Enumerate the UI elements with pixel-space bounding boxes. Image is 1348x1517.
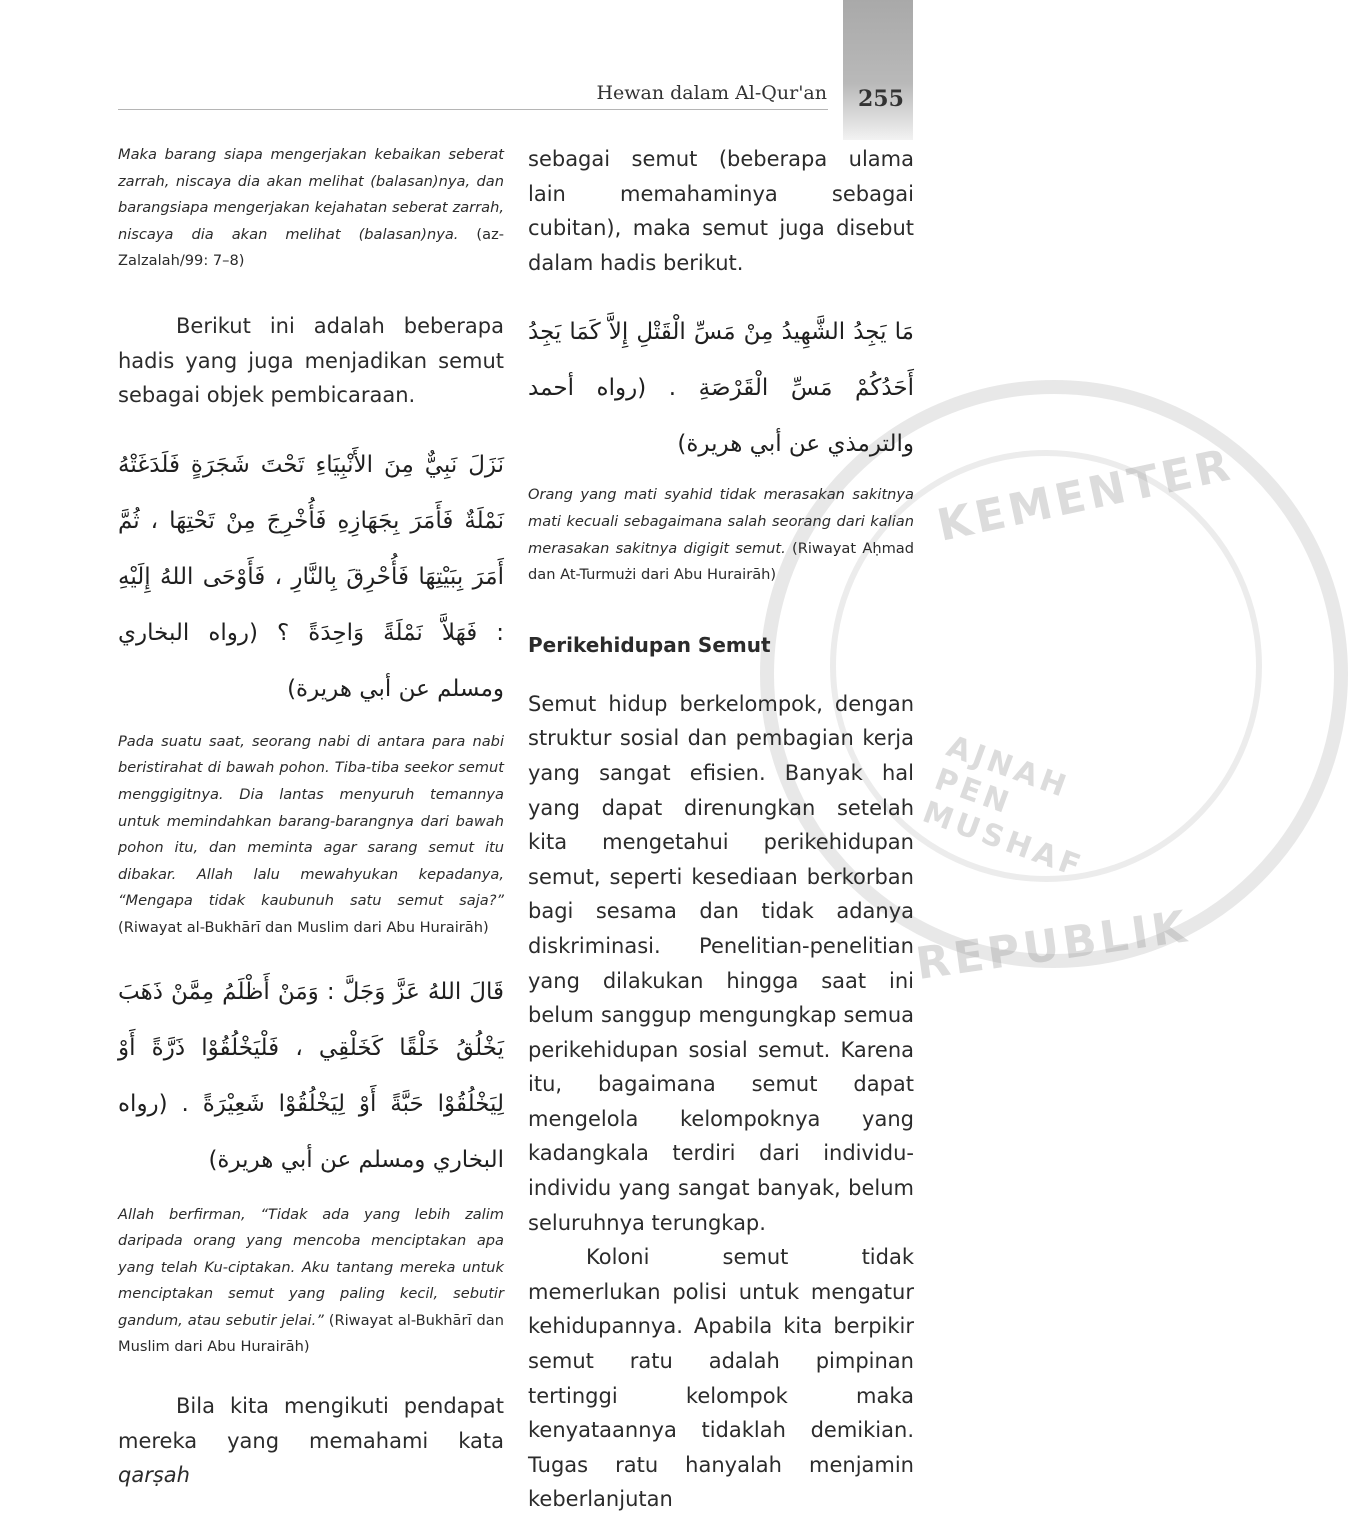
- right-column: [528, 142, 914, 1517]
- arabic-hadith-2: قَالَ اللهُ عَزَّ وَجَلَّ : وَمَنْ أَظْلَمُ مِمَّنْ ذَهَبَ يَخْلُقُ خَلْقًا كَخَلْقِي ، فَلْيَخْلُقُوْا ذَرَّةً أَوْ لِيَخْلُقُوْا حَبَّةً أَوْ لِيَخْلُقُوْا شَعِيْرَةً . (رواه البخاري ومسلم عن أبي هريرة): [118, 978, 504, 1173]
- section-heading: Perikehidupan Semut: [528, 632, 771, 657]
- body-paragraph-continuation: sebagai semut (beberapa ulama lain memahaminya sebagai cubitan), maka semut juga disebut dalam hadis berikut.: [528, 147, 914, 275]
- qarsah-italic-word: qarṣah: [118, 1463, 190, 1488]
- watermark-stamp-middle-text: AJNAH PEN MUSHAF: [918, 728, 1089, 886]
- left-column: [118, 142, 504, 1493]
- page-number: 255: [858, 86, 904, 112]
- hadith-translation-3-reference: (Riwayat Aḥmad dan At-Turmużi dari Abu Hurairāh): [528, 539, 914, 584]
- hadith-translation-1-reference: (Riwayat al-Bukhārī dan Muslim dari Abu Hurairāh): [118, 918, 489, 936]
- body-paragraph-ant-colony: Koloni semut tidak memerlukan polisi untuk mengatur kehidupannya. Apabila kita berpikir semut ratu adalah pimpinan tertinggi kelompok maka kenyataannya tidaklah demikian. Tugas ratu hanyalah menjamin keberlanjutan: [528, 1245, 914, 1512]
- watermark-stamp-top-text: KEMENTER: [932, 439, 1238, 552]
- qarsah-paragraph-text: Bila kita mengikuti pendapat mereka yang memahami kata: [118, 1394, 504, 1453]
- hadith-translation-3: [528, 482, 914, 588]
- body-paragraph-hadith-intro: Berikut ini adalah beberapa hadis yang juga menjadikan semut sebagai objek pembicaraan.: [118, 313, 504, 408]
- quran-translation-quote: [118, 142, 504, 275]
- arabic-hadith-1: نَزَلَ نَبِيٌّ مِنَ الأَنْبِيَاءِ تَحْتَ شَجَرَةٍ فَلَدَغَتْهُ نَمْلَةٌ فَأَمَرَ بِجَهَازِهِ فَأُخْرِجَ مِنْ تَحْتِهَا ، ثُمَّ أَمَرَ بِبَيْتِهَا فَأُحْرِقَ بِالنَّارِ ، فَأَوْحَى اللهُ إِلَيْهِ : فَهَلاَّ نَمْلَةً وَاحِدَةً ؟ (رواه البخاري ومسلم عن أبي هريرة): [118, 451, 504, 702]
- quote-italic-text: Maka barang siapa mengerjakan kebaikan seberat zarrah, niscaya dia akan melihat (balasan)nya, dan barangsiapa mengerjakan kejahatan seberat zarrah, niscaya dia akan melihat (balasan)nya.: [118, 146, 504, 243]
- hadith-translation-2-reference: (Riwayat al-Bukhārī dan Muslim dari Abu Hurairāh): [118, 1311, 504, 1356]
- watermark-stamp-bottom-text: REPUBLIK: [912, 901, 1194, 990]
- hadith-translation-1: [118, 729, 504, 942]
- quote-reference: (az-Zalzalah/99: 7–8): [118, 225, 504, 270]
- running-title: Hewan dalam Al-Qur'an: [596, 82, 827, 104]
- body-paragraph-qarsah: [118, 1389, 504, 1493]
- hadith-translation-2-italic: Allah berfirman, “Tidak ada yang lebih zalim daripada orang yang mencoba menciptakan apa yang telah Ku-ciptakan. Aku tantang mereka untuk menciptakan semut yang paling kecil, sebutir gandum, atau sebutir jelai.”: [118, 1205, 504, 1329]
- header-rule: [118, 109, 828, 110]
- hadith-translation-3-italic: Orang yang mati syahid tidak merasakan sakitnya mati kecuali sebagaimana salah seorang dari kalian merasakan sakitnya digigit semut.: [528, 486, 914, 557]
- arabic-hadith-3: مَا يَجِدُ الشَّهِيدُ مِنْ مَسِّ الْقَتْلِ إِلاَّ كَمَا يَجِدُ أَحَدُكُمْ مَسِّ الْقَرْصَةِ . (رواه أحمد والترمذي عن أبي هريرة): [528, 319, 914, 458]
- page-edge-tab: [843, 0, 913, 140]
- hadith-translation-1-italic: Pada suatu saat, seorang nabi di antara para nabi beristirahat di bawah pohon. Tiba-tiba seekor semut menggigitnya. Dia lantas menyuruh temannya untuk memindahkan barang-barangnya dari bawah pohon itu, dan meminta agar sarang semut itu dibakar. Allah lalu mewahyukan kepadanya, “Mengapa tidak kaubunuh satu semut saja?”: [118, 732, 504, 910]
- body-paragraph-ant-life: Semut hidup berkelompok, dengan struktur sosial dan pembagian kerja yang sangat efisien. Banyak hal yang dapat direnungkan setelah kita mengetahui perikehidupan semut, seperti kesediaan berkorban bagi sesama dan tidak adanya diskriminasi. Penelitian-penelitian yang dilakukan hingga saat ini belum sanggup mengungkap semua perikehidupan sosial semut. Karena itu, bagaimana semut dapat mengelola kelompoknya yang kadangkala terdiri dari individu-individu yang sangat banyak, belum seluruhnya terungkap.: [528, 691, 914, 1235]
- hadith-translation-2: [118, 1202, 504, 1362]
